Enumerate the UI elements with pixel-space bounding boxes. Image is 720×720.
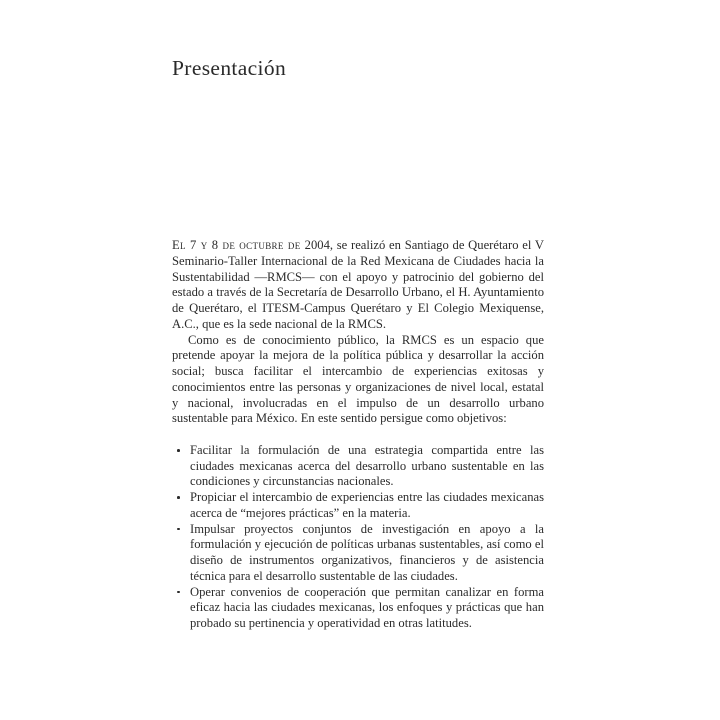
list-item-label: Impulsar proyectos conjuntos de investigación en apoyo a la formulación y ejecución de políticas urbanas sustentables, así como el diseño de instrumentos organizativos, financieros y de asistencia técnica para el desarrollo sustentable de las ciudades. xyxy=(190,521,544,583)
bullet-icon xyxy=(177,449,180,452)
body-content xyxy=(172,238,544,632)
list-item xyxy=(172,443,544,490)
list-item xyxy=(172,490,544,522)
bullet-icon xyxy=(177,496,180,499)
list-item-label: Facilitar la formulación de una estrategia compartida entre las ciudades mexicanas acerca del desarrollo urbano sustentable en las condiciones y circunstancias nacionales. xyxy=(190,442,544,489)
list-item xyxy=(172,522,544,585)
objectives-list xyxy=(172,443,544,632)
lead-smallcaps-text: El 7 y 8 de octubre de xyxy=(172,238,305,252)
list-item-label: Propiciar el intercambio de experiencias entre las ciudades mexicanas acerca de “mejores prácticas” en la materia. xyxy=(190,490,544,520)
bullet-icon xyxy=(177,591,180,594)
list-item xyxy=(172,585,544,632)
list-item-label: Operar convenios de cooperación que permitan canalizar en forma eficaz hacia las ciudades mexicanas, los enfoques y prácticas que han probado su pertinencia y operatividad en otras latitudes. xyxy=(190,584,544,630)
bullet-icon xyxy=(177,528,180,531)
paragraph-intro-text: 2004, se realizó en Santiago de Querétaro el V Seminario-Taller Internacional de la Red Mexicana de Ciudades hacia la Sustentabilidad —RMCS— con el apoyo y patrocinio del gobierno del estado a través de la Secretaría de Desarrollo Urbano, el H. Ayuntamiento de Querétaro, el ITESM-Campus Querétaro y El Colegio Mexiquense, A.C., que es la sede nacional de la RMCS. xyxy=(172,238,544,331)
paragraph-description: Como es de conocimiento público, la RMCS es un espacio que pretende apoyar la mejora de la política pública y desarrollar la acción social; busca facilitar el intercambio de experiencias exitosas y conocimientos entre las personas y organizaciones de nivel local, estatal y nacional, involucradas en el impulso de un desarrollo urbano sustentable para México. En este sentido persigue como objetivos: xyxy=(172,332,544,426)
paragraph-intro xyxy=(172,238,544,333)
page-title: Presentación xyxy=(172,56,287,80)
